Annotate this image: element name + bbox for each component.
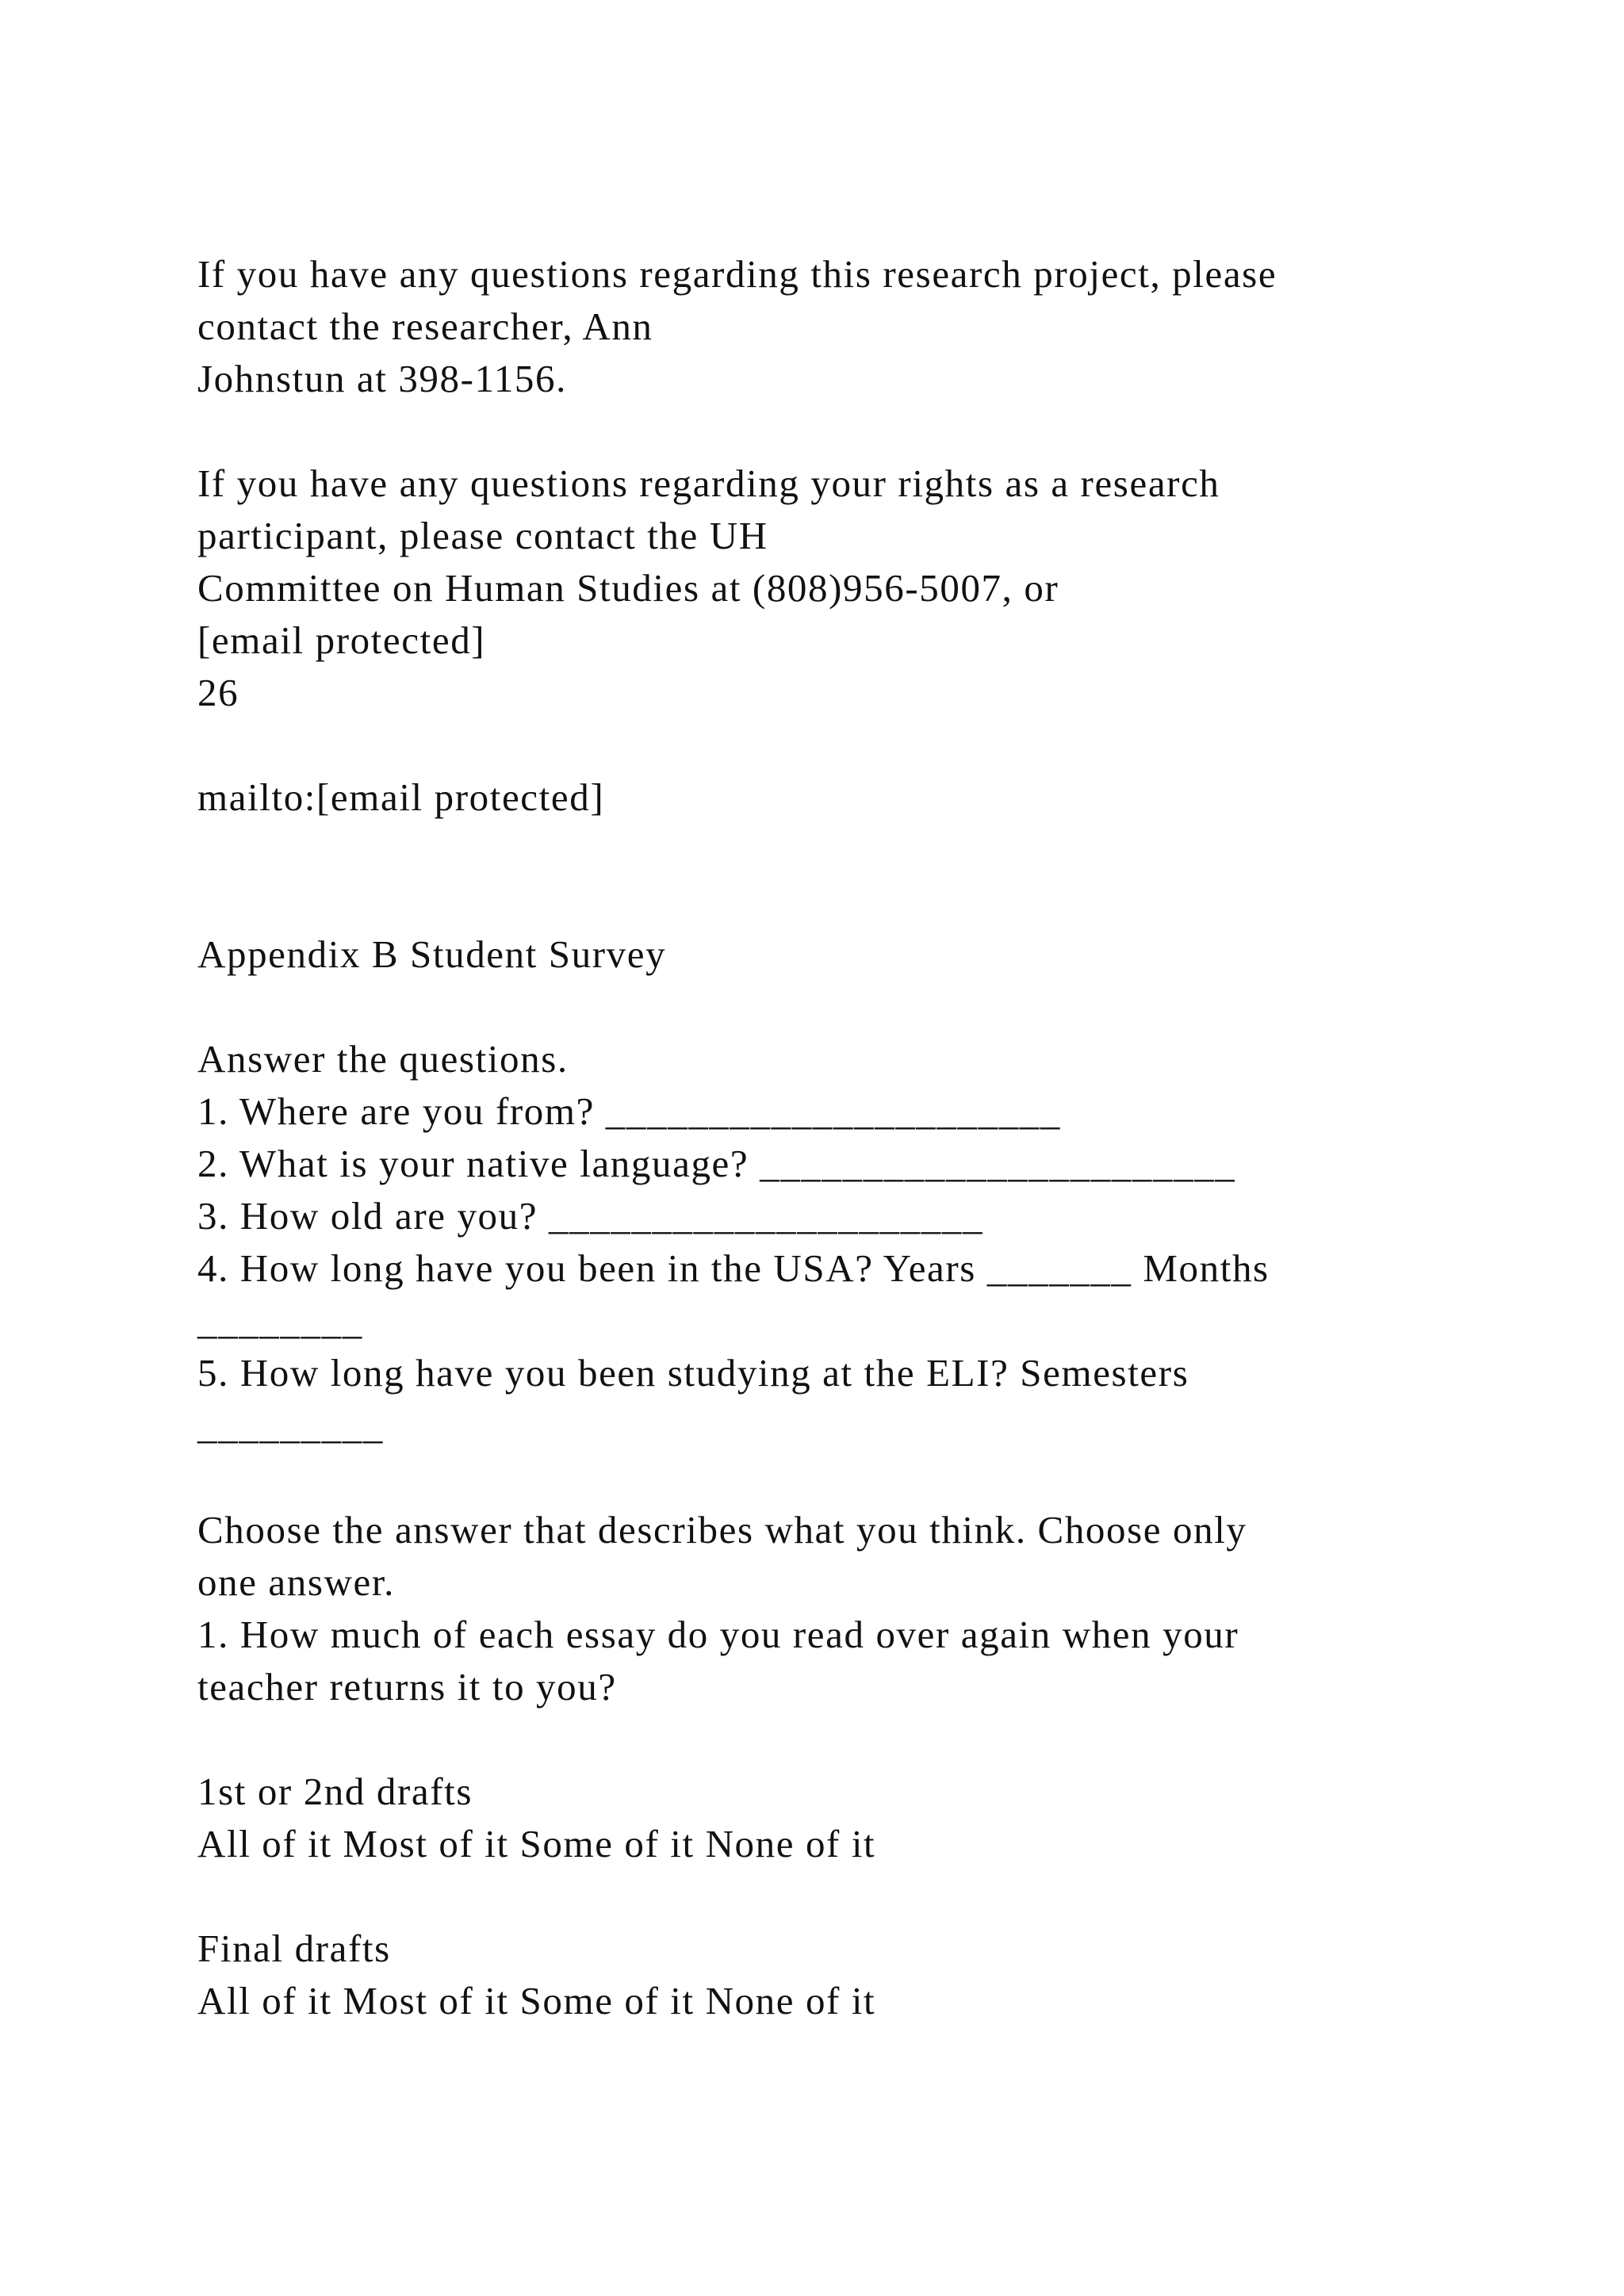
choice-group-2-options: All of it Most of it Some of it None of it [197,1979,876,2022]
appendix-title: Appendix B Student Survey [197,932,667,976]
survey-question-5: 5. How long have you been studying at the ELI? Semesters [197,1351,1189,1395]
choice-instructions-line-1: Choose the answer that describes what you think. Choose only [197,1508,1247,1552]
mailto-link[interactable]: mailto:[email protected] [197,775,605,819]
survey-instructions: Answer the questions. [197,1037,569,1081]
survey-question-4: 4. How long have you been in the USA? Years _______ Months [197,1246,1270,1290]
contact-project-line-2: contact the researcher, Ann [197,304,653,348]
survey-question-2: 2. What is your native language? _______________________ [197,1142,1236,1185]
contact-rights-line-3: Committee on Human Studies at (808)956-5007, or [197,566,1059,610]
choice-question-line-2: teacher returns it to you? [197,1665,617,1709]
choice-question-line-1: 1. How much of each essay do you read over again when your [197,1613,1239,1656]
choice-group-1-options: All of it Most of it Some of it None of it [197,1822,876,1866]
choice-group-1-label: 1st or 2nd drafts [197,1770,473,1813]
contact-rights-line-1: If you have any questions regarding your rights as a research [197,461,1220,505]
contact-rights-line-2: participant, please contact the UH [197,514,768,557]
survey-question-5-continued: _________ [197,1403,384,1447]
page-number: 26 [197,671,239,714]
survey-question-4-continued: ________ [197,1299,363,1342]
choice-group-2-label: Final drafts [197,1927,391,1970]
contact-project-line-1: If you have any questions regarding this research project, please [197,252,1277,296]
contact-project-line-3: Johnstun at 398-1156. [197,357,567,400]
survey-question-3: 3. How old are you? _____________________ [197,1194,984,1238]
contact-email: [email protected] [197,618,486,662]
choice-instructions-line-2: one answer. [197,1560,395,1604]
survey-question-1: 1. Where are you from? ______________________ [197,1089,1061,1133]
